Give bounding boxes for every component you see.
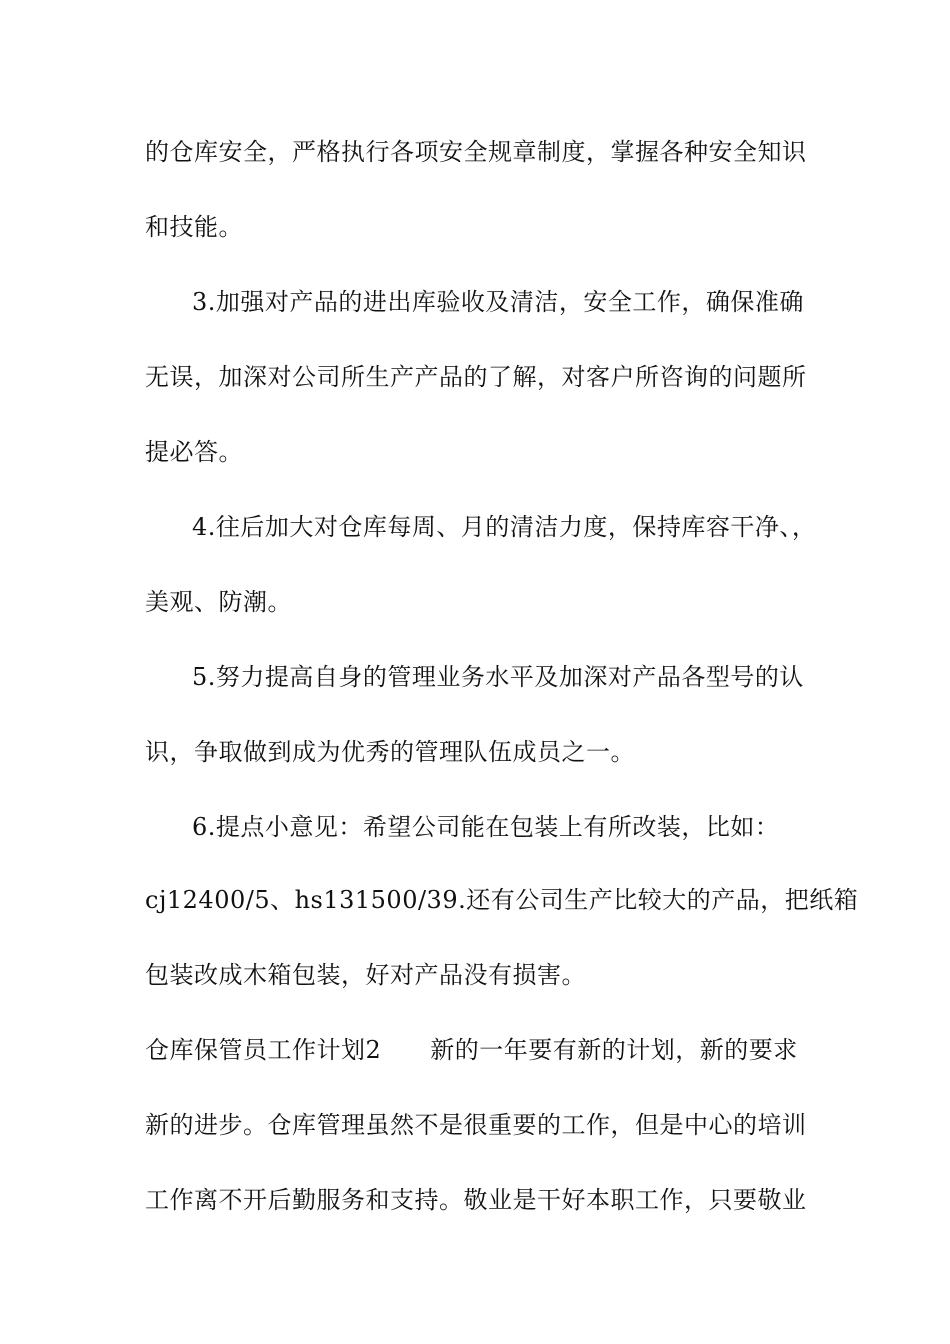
text-line: 的仓库安全，严格执行各项安全规章制度，掌握各种安全知识 (145, 138, 807, 166)
text-line: 和技能。 (145, 213, 243, 241)
paragraph-6-line: 6.提点小意见：希望公司能在包装上有所改装，比如： (192, 813, 780, 841)
section-heading-line: 仓库保管员工作计划2 新的一年要有新的计划，新的要求 (145, 1036, 798, 1064)
text-line: 美观、防潮。 (145, 588, 292, 616)
text-line: 识，争取做到成为优秀的管理队伍成员之一。 (145, 738, 635, 766)
text-line: 提必答。 (145, 438, 243, 466)
text-line: cj12400/5、hs131500/39.还有公司生产比较大的产品，把纸箱 (145, 886, 859, 914)
paragraph-4-line: 4.往后加大对仓库每周、月的清洁力度，保持库容干净、， (192, 513, 817, 541)
text-line: 无误，加深对公司所生产产品的了解，对客户所咨询的问题所 (145, 363, 807, 391)
paragraph-3-line: 3.加强对产品的进出库验收及清洁，安全工作，确保准确 (192, 288, 804, 316)
text-line: 新的进步。仓库管理虽然不是很重要的工作，但是中心的培训 (145, 1111, 807, 1139)
text-line: 包装改成木箱包装，好对产品没有损害。 (145, 961, 586, 989)
paragraph-5-line: 5.努力提高自身的管理业务水平及加深对产品各型号的认 (192, 663, 804, 691)
text-line: 工作离不开后勤服务和支持。敬业是干好本职工作，只要敬业 (145, 1186, 807, 1214)
